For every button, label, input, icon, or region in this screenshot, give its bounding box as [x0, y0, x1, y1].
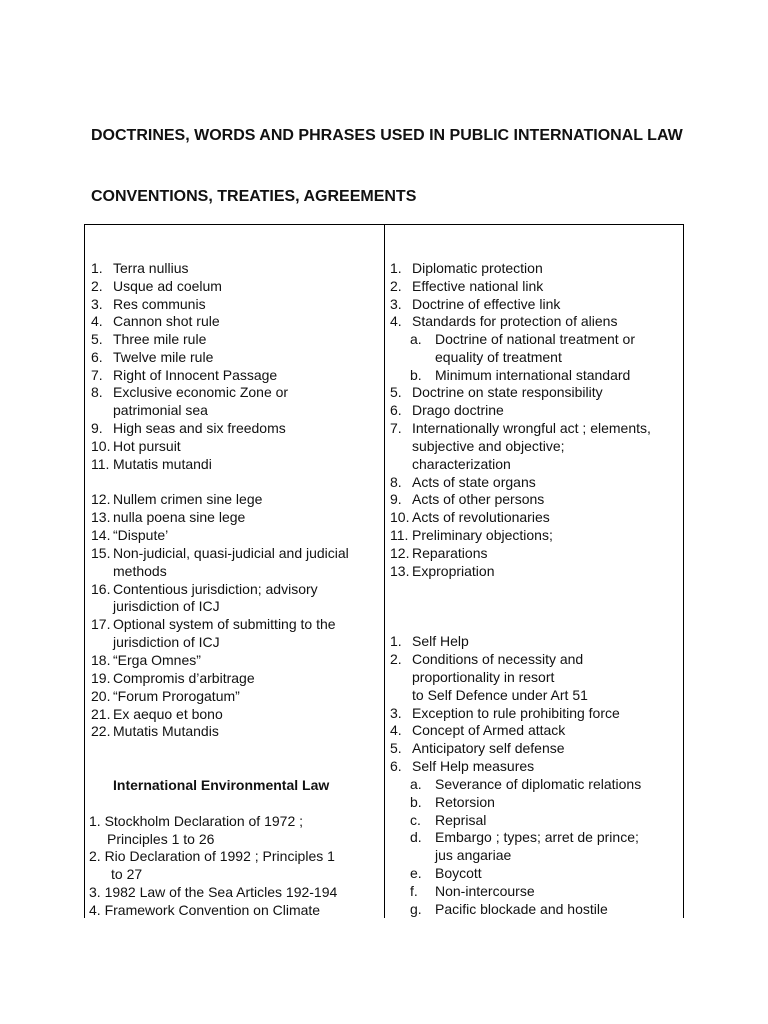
list-item: 2. Rio Declaration of 1992 ; Principles 1	[89, 848, 335, 864]
list-item: 3. 1982 Law of the Sea Articles 192-194	[89, 884, 338, 900]
list-item: 1. Stockholm Declaration of 1972 ;	[89, 813, 304, 829]
list-item: 4. Framework Convention on Climate	[89, 902, 321, 918]
document-subtitle: CONVENTIONS, TREATIES, AGREEMENTS	[91, 188, 417, 205]
document-title: DOCTRINES, WORDS AND PHRASES USED IN PUBLIC INTERNATIONAL LAW	[91, 127, 683, 144]
list-item: Principles 1 to 26	[107, 831, 215, 847]
column-divider	[384, 224, 385, 918]
env-law-heading: International Environmental Law	[113, 777, 330, 793]
list-item: to 27	[111, 866, 143, 882]
